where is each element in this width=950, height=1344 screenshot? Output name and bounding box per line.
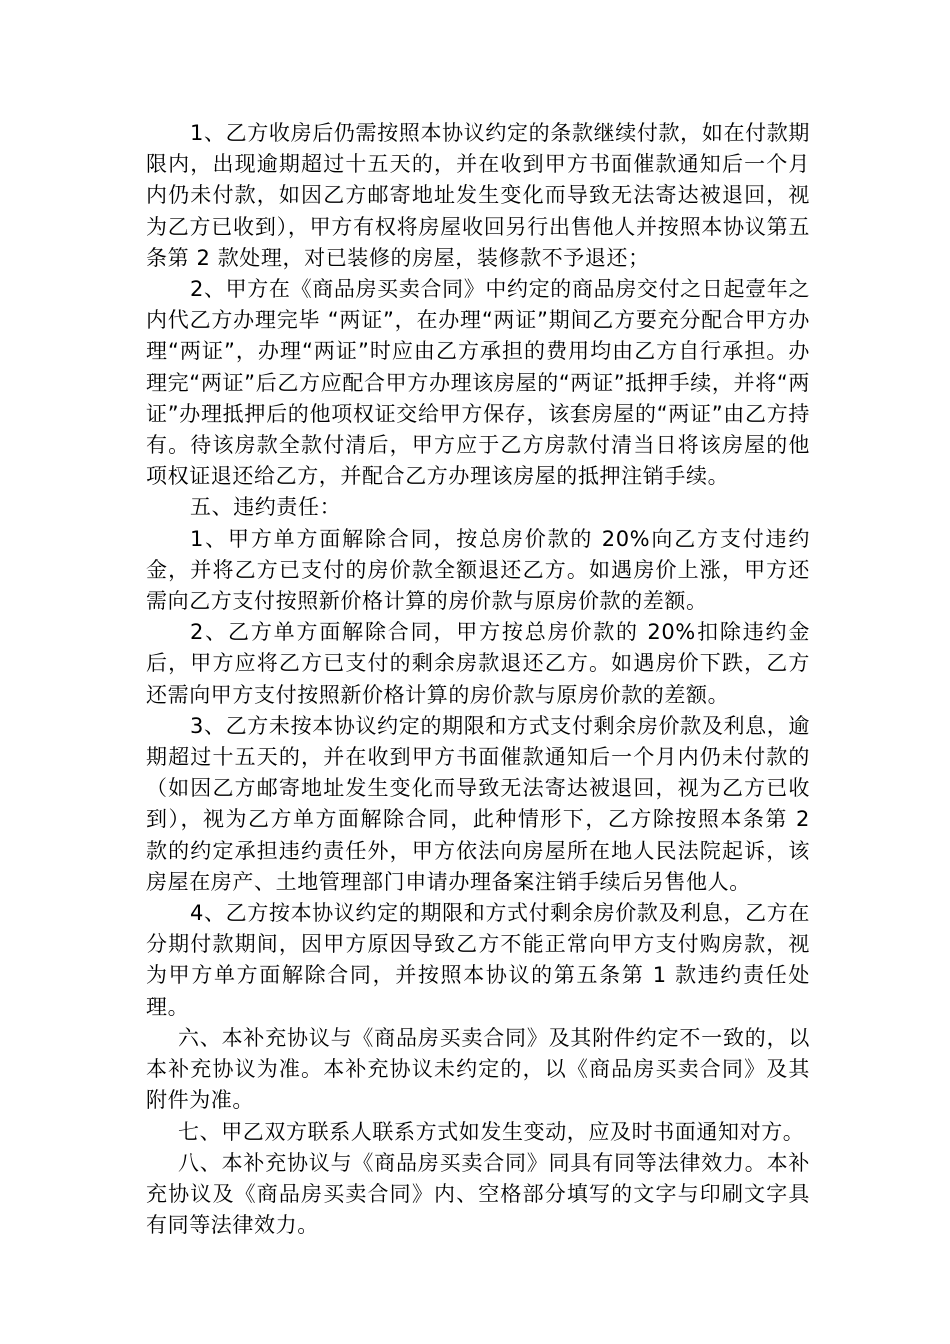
section-6-paragraph: 六、本补充协议与《商品房买卖合同》及其附件约定不一致的，以本补充协议为准。本补充协议未约定的，以《商品房买卖合同》及其附件为准。 [146,1025,810,1113]
clause-5-item-1: 1、甲方单方面解除合同，按总房价款的 20%向乙方支付违约金，并将乙方已支付的房价款全额退还乙方。如遇房价上涨，甲方还需向乙方支付按照新价格计算的房价款与原房价款的差额。 [146,526,810,614]
clause-5-item-4: 4、乙方按本协议约定的期限和方式付剩余房价款及利息，乙方在分期付款期间，因甲方原因导致乙方不能正常向甲方支付购房款，视为甲方单方面解除合同，并按照本协议的第五条第 1 款违约责任处理。 [146,901,810,1019]
clause-5-item-3: 3、乙方未按本协议约定的期限和方式支付剩余房价款及利息，逾期超过十五天的，并在收到甲方书面催款通知后一个月内仍未付款的（如因乙方邮寄地址发生变化而导致无法寄达被退回，视为乙方已收到），视为乙方单方面解除合同，此种情形下，乙方除按照本条第 2 款的约定承担违约责任外，甲方依法向房屋所在地人民法院起诉，该房屋在房产、土地管理部门申请办理备案注销手续后另售他人。 [146,713,810,894]
clause-5-item-2: 2、乙方单方面解除合同，甲方按总房价款的 20%扣除违约金后，甲方应将乙方已支付的剩余房款退还乙方。如遇房价下跌，乙方还需向甲方支付按照新价格计算的房价款与原房价款的差额。 [146,620,810,707]
clause-4-item-2: 2、甲方在《商品房买卖合同》中约定的商品房交付之日起壹年之内代乙方办理完毕 “两证”，在办理“两证”期间乙方要充分配合甲方办理“两证”，办理“两证”时应由乙方承担的费用均由乙方自行承担。办理完“两证”后乙方应配合甲方办理该房屋的“两证”抵押手续，并将“两证”办理抵押后的他项权证交给甲方保存，该套房屋的“两证”由乙方持有。待该房款全款付清后，甲方应于乙方房款付清当日将该房屋的他项权证退还给乙方，并配合乙方办理该房屋的抵押注销手续。 [146,277,810,489]
section-7-paragraph: 七、甲乙双方联系人联系方式如发生变动，应及时书面通知对方。 [178,1119,805,1144]
clause-4-item-1: 1、乙方收房后仍需按照本协议约定的条款继续付款，如在付款期限内，出现逾期超过十五天的，并在收到甲方书面催款通知后一个月内仍未付款，如因乙方邮寄地址发生变化而导致无法寄达被退回，视为乙方已收到），甲方有权将房屋收回另行出售他人并按照本协议第五条第 2 款处理，对已装修的房屋，装修款不予退还； [146,121,810,270]
section-8-paragraph: 八、本补充协议与《商品房买卖合同》同具有同等法律效力。本补充协议及《商品房买卖合同》内、空格部分填写的文字与印刷文字具有同等法律效力。 [146,1150,810,1238]
section-5-heading: 五、违约责任： [190,495,342,520]
document-body [146,118,810,1241]
